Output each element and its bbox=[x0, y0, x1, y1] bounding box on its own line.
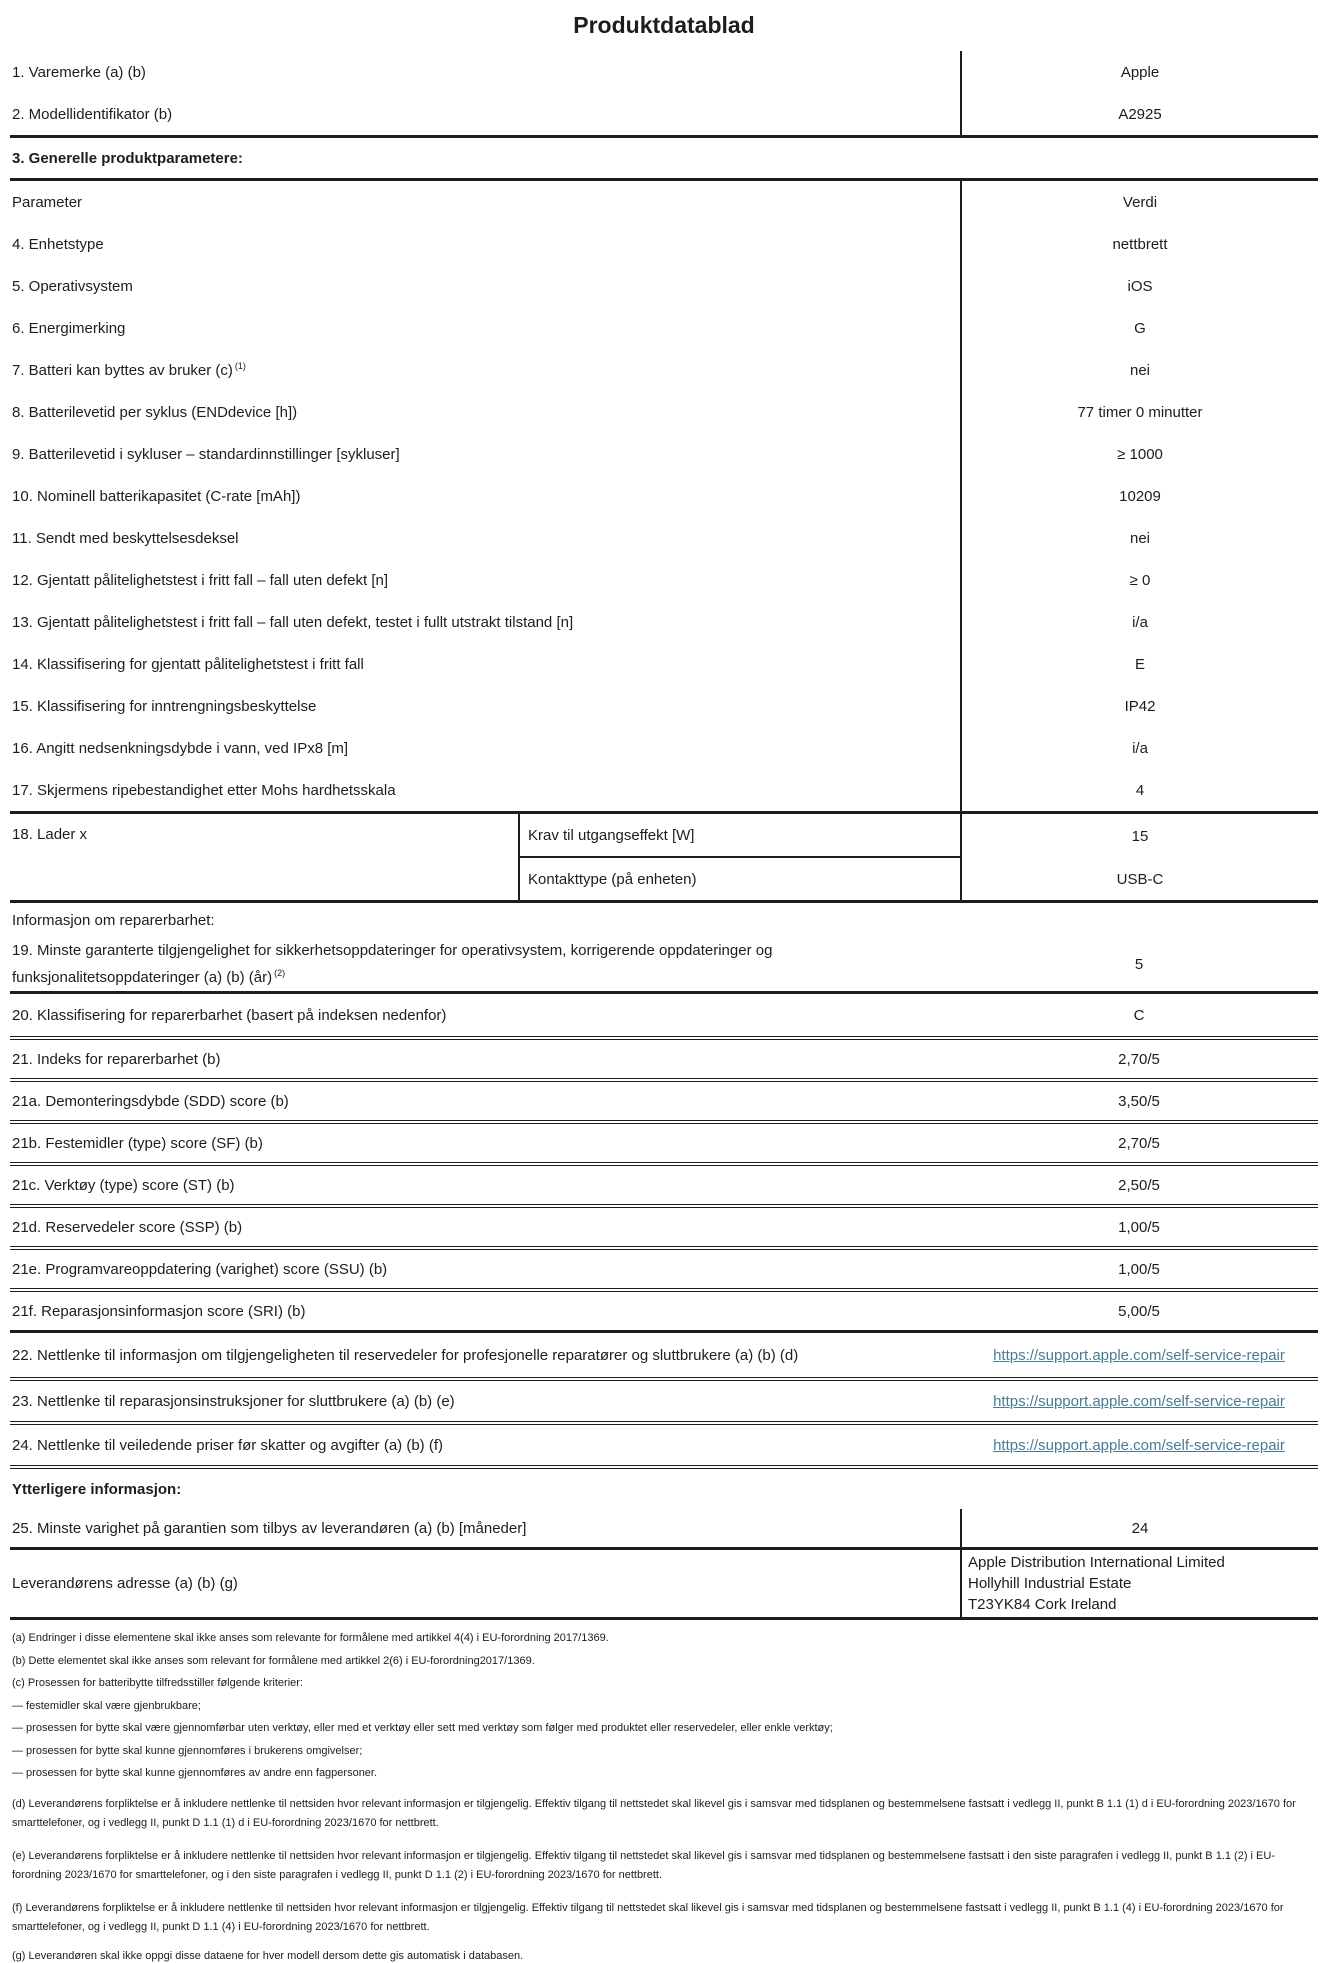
address-line: Hollyhill Industrial Estate bbox=[968, 1573, 1131, 1594]
row-label: 14. Klassifisering for gjentatt pålitelighetstest i fritt fall bbox=[10, 654, 960, 675]
table-row bbox=[10, 643, 1318, 685]
row-value: Apple bbox=[960, 51, 1318, 93]
row-label bbox=[10, 359, 960, 381]
row-label: 5. Operativsystem bbox=[10, 276, 960, 297]
address-line: T23YK84 Cork Ireland bbox=[968, 1594, 1116, 1615]
row-value bbox=[960, 1381, 1318, 1421]
table-row bbox=[10, 994, 1318, 1036]
row-label: 13. Gjentatt pålitelighetstest i fritt fall – fall uten defekt, testet i fullt utstrakt tilstand [n] bbox=[10, 612, 960, 633]
row-value: 5 bbox=[960, 937, 1318, 991]
row-value: 2,70/5 bbox=[960, 1040, 1318, 1078]
table-row bbox=[10, 475, 1318, 517]
row-label: 21c. Verktøy (type) score (ST) (b) bbox=[10, 1175, 960, 1196]
row-label: 21e. Programvareoppdatering (varighet) score (SSU) (b) bbox=[10, 1259, 960, 1280]
footnote: (b) Dette elementet skal ikke anses som relevant for formålene med artikkel 2(6) i EU-forordning2017/1369. bbox=[12, 1655, 1316, 1669]
row-label-text: 7. Batteri kan byttes av bruker (c) bbox=[12, 362, 233, 379]
footnote: — prosessen for bytte skal kunne gjennomføres av andre enn fagpersoner. bbox=[12, 1767, 1316, 1781]
row-label: 21d. Reservedeler score (SSP) (b) bbox=[10, 1217, 960, 1238]
row-value: 2,70/5 bbox=[960, 1124, 1318, 1162]
table-row bbox=[10, 433, 1318, 475]
row-value: ≥ 1000 bbox=[960, 433, 1318, 475]
row-value bbox=[960, 1333, 1318, 1377]
charger-sub-label: Kontakttype (på enheten) bbox=[520, 858, 960, 900]
row-label: 16. Angitt nedsenkningsdybde i vann, ved IPx8 [m] bbox=[10, 738, 960, 759]
row-label: 18. Lader x bbox=[10, 814, 518, 900]
row-value: i/a bbox=[960, 727, 1318, 769]
table-row bbox=[10, 1250, 1318, 1288]
row-label-text: 19. Minste garanterte tilgjengelighet for sikkerhetsoppdateringer for operativsystem, korrigerende oppdateringer og funksjonalitetsoppdateringer (a) (b) (år) bbox=[12, 942, 772, 986]
footnote: (e) Leverandørens forpliktelse er å inkludere nettlenke til nettsiden hvor relevant informasjon er tilgjengelig. Effektiv tilgang til nettstedet skal likevel gis i samsvar med tidsplanen og bestemmelsene fastsatt i den siste paragrafen i vedlegg II, punkt B 1.1 (2) i EU-forordning 2023/1670 for smarttelefoner, og i den siste paragrafen i vedlegg II, punkt D 1.1 (2) i EU-forordning 2023/1670 for nettbrett. bbox=[12, 1847, 1316, 1885]
row-label: 10. Nominell batterikapasitet (C-rate [mAh]) bbox=[10, 486, 960, 507]
footnote: (d) Leverandørens forpliktelse er å inkludere nettlenke til nettsiden hvor relevant informasjon er tilgjengelig. Effektiv tilgang til nettstedet skal likevel gis i samsvar med tidsplanen og bestemmelsene fastsatt i vedlegg II, punkt B 1.1 (1) d i EU-forordning 2023/1670 for smarttelefoner, og i vedlegg II, punkt D 1.1 (1) d i EU-forordning 2023/1670 for nettbrett. bbox=[12, 1795, 1316, 1833]
table-row bbox=[10, 769, 1318, 811]
row-label: 25. Minste varighet på garantien som tilbys av leverandøren (a) (b) [måneder] bbox=[10, 1518, 960, 1539]
table-row bbox=[10, 391, 1318, 433]
footnote: (c) Prosessen for batteribytte tilfredsstiller følgende kriterier: bbox=[12, 1677, 1316, 1691]
table-row bbox=[10, 1292, 1318, 1330]
section-heading-repairability: Informasjon om reparerbarhet: bbox=[10, 903, 1318, 937]
indicative-prices-link[interactable]: https://support.apple.com/self-service-repair bbox=[993, 1437, 1285, 1454]
table-row bbox=[10, 601, 1318, 643]
row-value: 10209 bbox=[960, 475, 1318, 517]
row-label: 6. Energimerking bbox=[10, 318, 960, 339]
row-value: 3,50/5 bbox=[960, 1082, 1318, 1120]
repair-instructions-link[interactable]: https://support.apple.com/self-service-repair bbox=[993, 1393, 1285, 1410]
table-row bbox=[10, 517, 1318, 559]
row-label: 9. Batterilevetid i sykluser – standardinnstillinger [sykluser] bbox=[10, 444, 960, 465]
row-label: 1. Varemerke (a) (b) bbox=[10, 62, 960, 83]
row-label: 24. Nettlenke til veiledende priser før skatter og avgifter (a) (b) (f) bbox=[10, 1432, 960, 1458]
row-label: 15. Klassifisering for inntrengningsbeskyttelse bbox=[10, 696, 960, 717]
row-label: 21b. Festemidler (type) score (SF) (b) bbox=[10, 1133, 960, 1154]
row-label: 11. Sendt med beskyttelsesdeksel bbox=[10, 528, 960, 549]
table-row-brand bbox=[10, 51, 1318, 93]
row-value: 5,00/5 bbox=[960, 1292, 1318, 1330]
row-label: Leverandørens adresse (a) (b) (g) bbox=[10, 1573, 960, 1594]
table-row bbox=[10, 223, 1318, 265]
row-label: 20. Klassifisering for reparerbarhet (basert på indeksen nedenfor) bbox=[10, 1005, 960, 1026]
table-row bbox=[10, 1208, 1318, 1246]
row-value: 2,50/5 bbox=[960, 1166, 1318, 1204]
footnote: (g) Leverandøren skal ikke oppgi disse dataene for hver modell dersom dette gis automatisk i databasen. bbox=[12, 1950, 1316, 1963]
row-value: nettbrett bbox=[960, 223, 1318, 265]
row-label bbox=[10, 937, 960, 991]
footnote: (f) Leverandørens forpliktelse er å inkludere nettlenke til nettsiden hvor relevant informasjon er tilgjengelig. Effektiv tilgang til nettstedet skal likevel gis i samsvar med tidsplanen og bestemmelsene fastsatt i vedlegg II, punkt B 1.1 (4) i EU-forordning 2023/1670 for smarttelefoner, og i vedlegg II, punkt D 1.1 (4) i EU-forordning 2023/1670 for nettbrett. bbox=[12, 1899, 1316, 1937]
row-value: nei bbox=[960, 517, 1318, 559]
row-value: 4 bbox=[960, 769, 1318, 811]
row-value: E bbox=[960, 643, 1318, 685]
table-row-model bbox=[10, 93, 1318, 135]
row-value: i/a bbox=[960, 601, 1318, 643]
section-heading-general: 3. Generelle produktparametere: bbox=[10, 138, 1318, 178]
charger-sub-label: Krav til utgangseffekt [W] bbox=[520, 814, 960, 858]
supplier-address bbox=[960, 1550, 1318, 1617]
row-label: 17. Skjermens ripebestandighet etter Mohs hardhetsskala bbox=[10, 780, 960, 801]
table-row bbox=[10, 307, 1318, 349]
footnote: — festemidler skal være gjenbrukbare; bbox=[12, 1700, 1316, 1714]
row-label: 12. Gjentatt pålitelighetstest i fritt fall – fall uten defekt [n] bbox=[10, 570, 960, 591]
table-row bbox=[10, 1166, 1318, 1204]
charger-row bbox=[10, 814, 1318, 900]
row-label: 21a. Demonteringsdybde (SDD) score (b) bbox=[10, 1091, 960, 1112]
table-row bbox=[10, 685, 1318, 727]
charger-subtable bbox=[518, 814, 960, 900]
column-header-value: Verdi bbox=[960, 181, 1318, 223]
table-row bbox=[10, 937, 1318, 991]
row-value: G bbox=[960, 307, 1318, 349]
charger-values bbox=[960, 814, 1318, 900]
table-row-warranty bbox=[10, 1509, 1318, 1547]
row-value: nei bbox=[960, 349, 1318, 391]
row-label: 21f. Reparasjonsinformasjon score (SRI) (b) bbox=[10, 1301, 960, 1322]
row-label: 22. Nettlenke til informasjon om tilgjengeligheten til reservedeler for profesjonelle reparatører og sluttbrukere (a) (b) (d) bbox=[10, 1342, 960, 1368]
row-label: 21. Indeks for reparerbarhet (b) bbox=[10, 1049, 960, 1070]
row-value: 1,00/5 bbox=[960, 1208, 1318, 1246]
spare-parts-availability-link[interactable]: https://support.apple.com/self-service-repair bbox=[993, 1347, 1285, 1364]
address-line: Apple Distribution International Limited bbox=[968, 1552, 1225, 1573]
table-row bbox=[10, 1425, 1318, 1465]
row-value: ≥ 0 bbox=[960, 559, 1318, 601]
footnote: (a) Endringer i disse elementene skal ikke anses som relevante for formålene med artikkel 4(4) i EU-forordning 2017/1369. bbox=[12, 1632, 1316, 1646]
section-heading-additional: Ytterligere informasjon: bbox=[10, 1469, 1318, 1509]
table-row bbox=[10, 1333, 1318, 1377]
footnote-marker: (1) bbox=[235, 361, 246, 371]
row-value: 77 timer 0 minutter bbox=[960, 391, 1318, 433]
row-value: 24 bbox=[960, 1509, 1318, 1547]
row-value: USB-C bbox=[962, 858, 1318, 900]
table-row bbox=[10, 349, 1318, 391]
row-value: iOS bbox=[960, 265, 1318, 307]
row-label: 23. Nettlenke til reparasjonsinstruksjoner for sluttbrukere (a) (b) (e) bbox=[10, 1388, 960, 1414]
table-row bbox=[10, 1040, 1318, 1078]
footnote-marker: (2) bbox=[274, 968, 285, 978]
table-row bbox=[10, 265, 1318, 307]
column-header-parameter: Parameter bbox=[10, 192, 960, 213]
row-value bbox=[960, 1425, 1318, 1465]
table-header-row bbox=[10, 181, 1318, 223]
table-row bbox=[10, 727, 1318, 769]
footnote: — prosessen for bytte skal kunne gjennomføres i brukerens omgivelser; bbox=[12, 1745, 1316, 1759]
table-row bbox=[10, 1082, 1318, 1120]
row-label: 8. Batterilevetid per syklus (ENDdevice [h]) bbox=[10, 402, 960, 423]
table-row bbox=[10, 1381, 1318, 1421]
row-label: 4. Enhetstype bbox=[10, 234, 960, 255]
table-row bbox=[10, 1124, 1318, 1162]
table-row-supplier-address bbox=[10, 1550, 1318, 1617]
footnotes bbox=[10, 1620, 1318, 1963]
row-value: IP42 bbox=[960, 685, 1318, 727]
row-value: C bbox=[960, 994, 1318, 1036]
page-title: Produktdatablad bbox=[10, 8, 1318, 51]
row-value: 15 bbox=[962, 814, 1318, 858]
table-row bbox=[10, 559, 1318, 601]
footnote: — prosessen for bytte skal være gjennomførbar uten verktøy, eller med et verktøy eller sett med verktøy som følger med produktet eller reservedeler, eller enkle verktøy; bbox=[12, 1722, 1316, 1736]
row-value: 1,00/5 bbox=[960, 1250, 1318, 1288]
row-value: A2925 bbox=[960, 93, 1318, 135]
row-label: 2. Modellidentifikator (b) bbox=[10, 104, 960, 125]
